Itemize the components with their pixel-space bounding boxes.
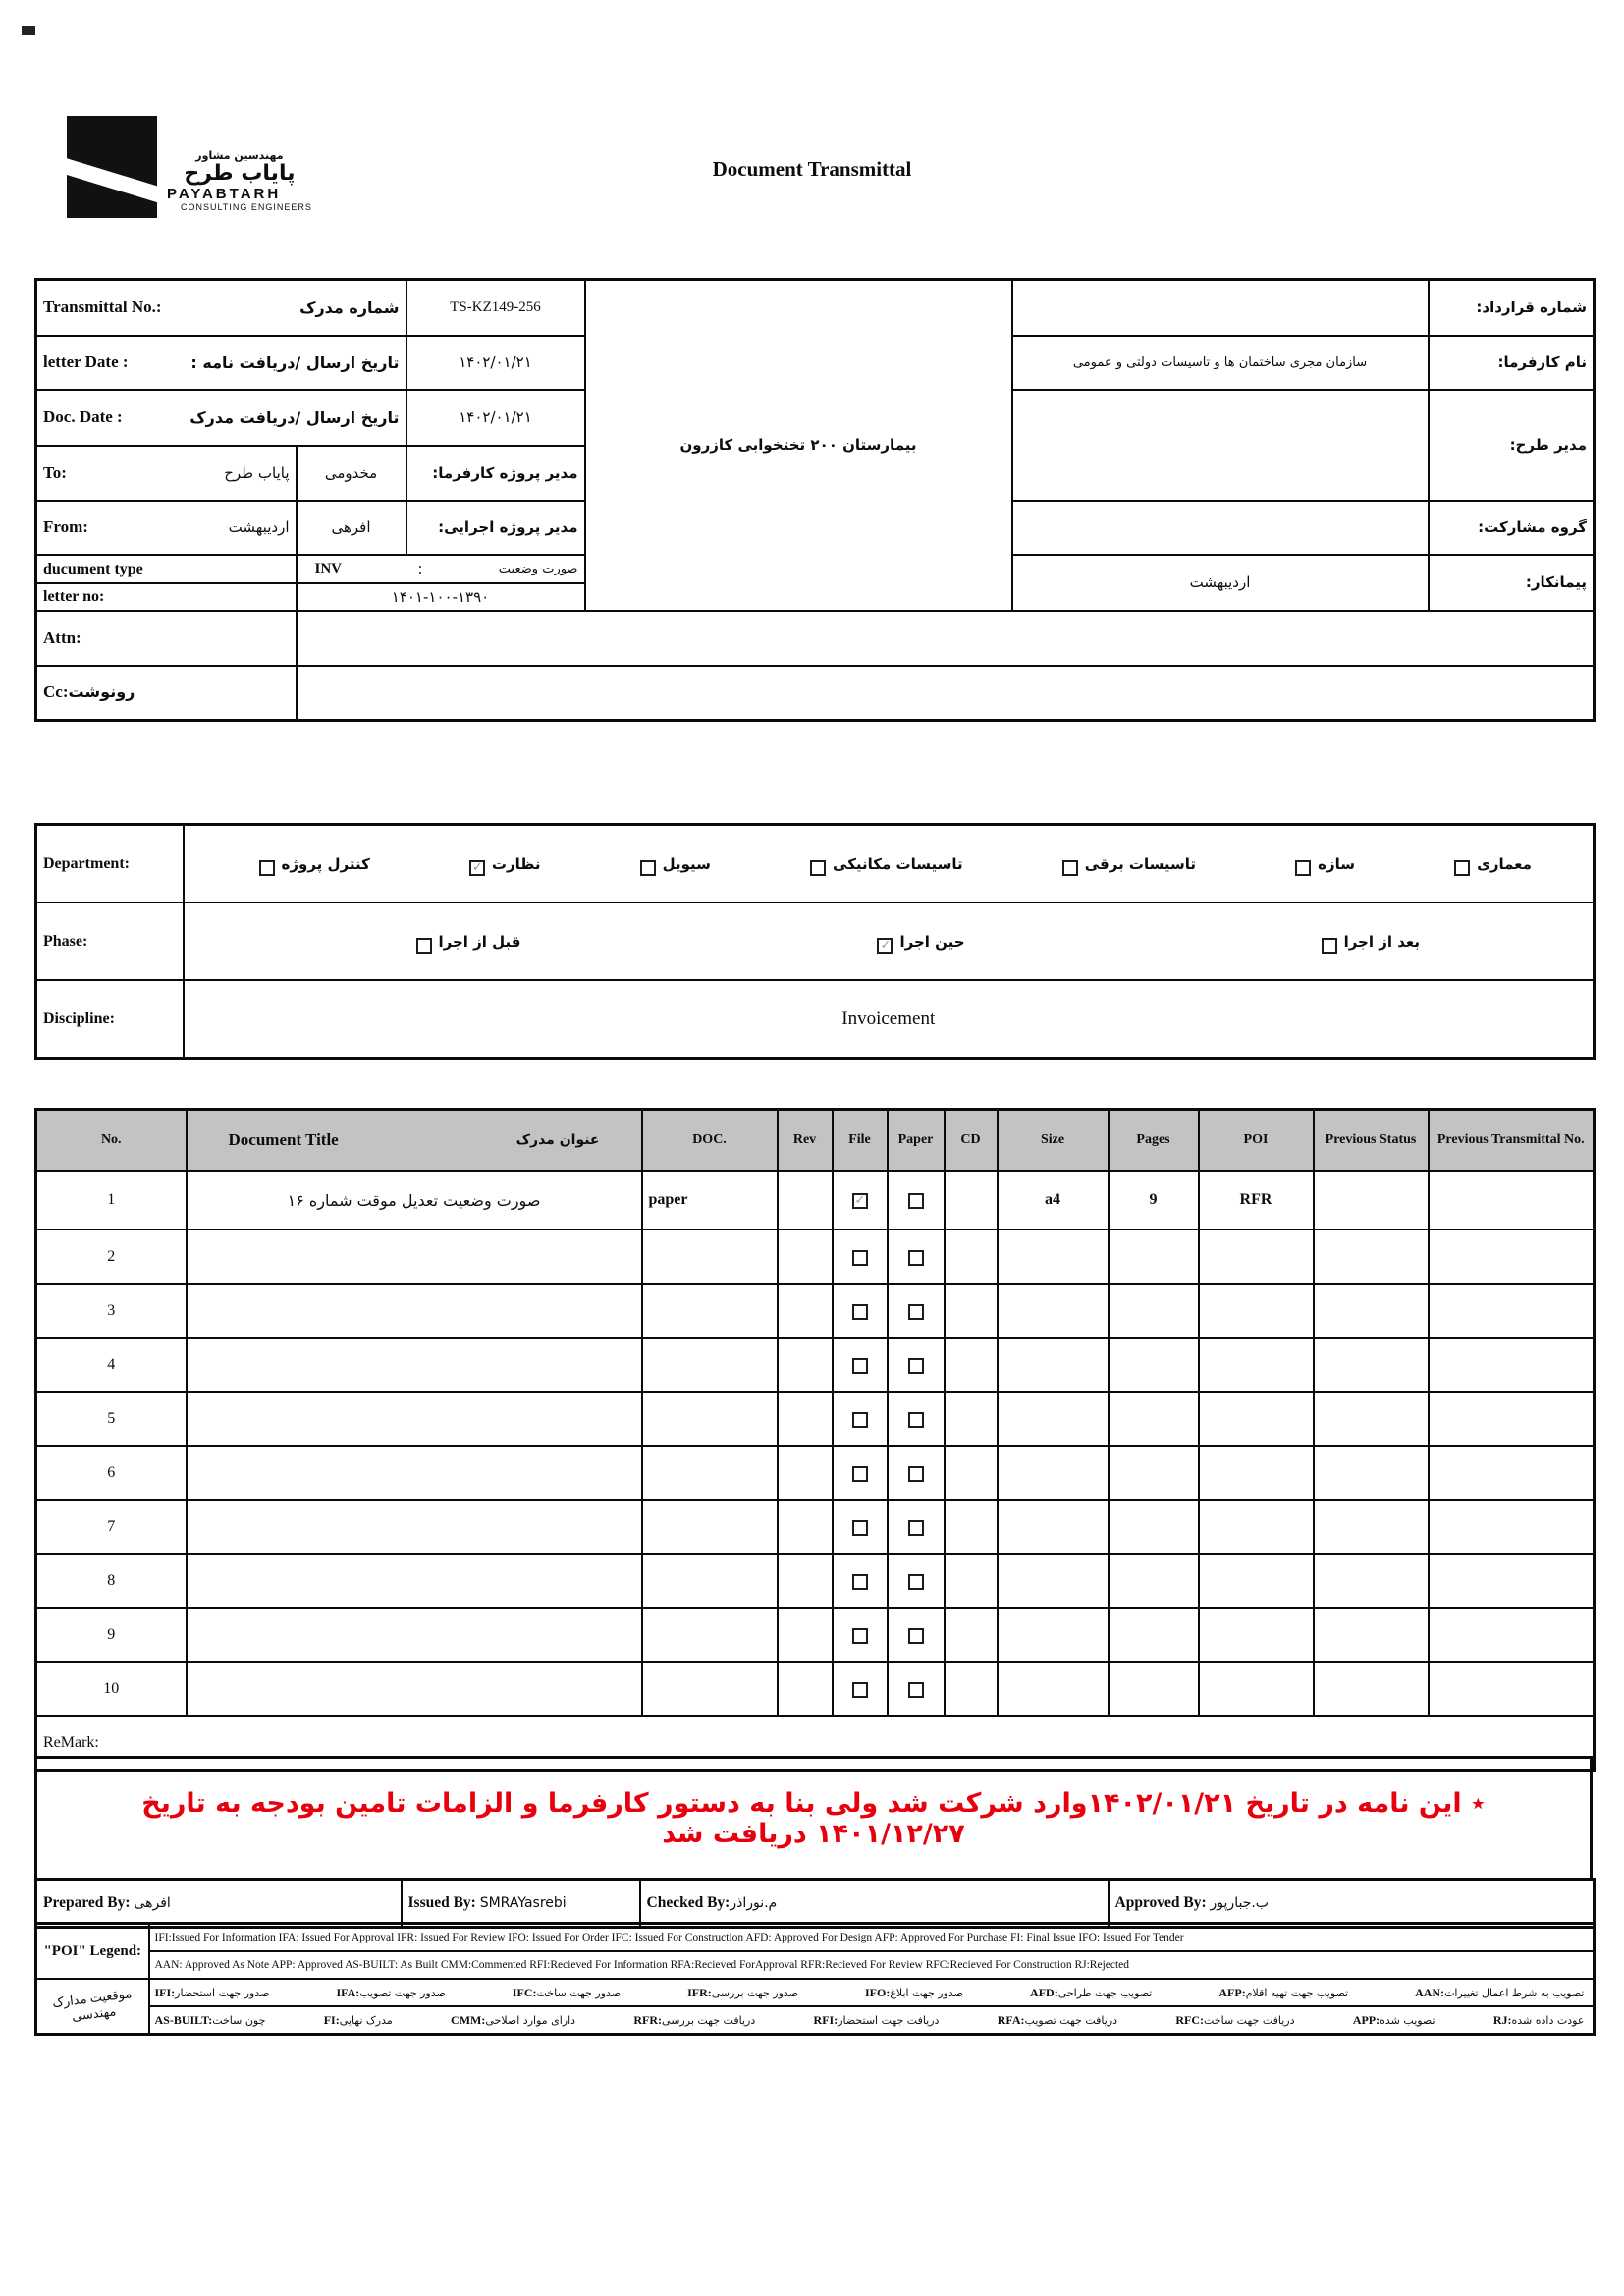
- cell-title: صورت وضعیت تعدیل موقت شماره ۱۶: [187, 1171, 642, 1230]
- cell-size: [998, 1608, 1109, 1662]
- doc-type-label: ducument type: [43, 560, 143, 577]
- col-pages: Pages: [1109, 1110, 1199, 1172]
- cell-paper: [888, 1608, 945, 1662]
- department-option-label: کنترل پروژه: [281, 854, 370, 873]
- cell-paper: [888, 1446, 945, 1500]
- col-title-fa: عنوان مدرک: [515, 1132, 600, 1148]
- cell-no: 4: [36, 1338, 187, 1392]
- checkbox[interactable]: [1454, 860, 1470, 876]
- legend-item: RFC: دریافت جهت ساخت: [1175, 2012, 1299, 2027]
- letter-date-value: ۱۴۰۲/۰۱/۲۱: [406, 336, 585, 390]
- cell-cd: [945, 1446, 998, 1500]
- cell-rev: [778, 1446, 833, 1500]
- cell-cd: [945, 1392, 998, 1446]
- cell-paper: [888, 1284, 945, 1338]
- department-option: [1454, 855, 1532, 873]
- col-size: Size: [998, 1110, 1109, 1172]
- cell-cd: [945, 1171, 998, 1230]
- legend-item: IFA: صدور جهت تصویب: [336, 1985, 450, 1999]
- checkbox[interactable]: [852, 1628, 868, 1644]
- department-option-label: سیویل: [662, 854, 711, 873]
- cc-label: Cc:: [43, 683, 69, 702]
- approved-by-label: Approved By:: [1114, 1894, 1207, 1911]
- header-info-table: [34, 278, 1593, 722]
- legend-row2: AAN: Approved As Note APP: Approved AS-BUILT: As Built CMM:Commented RFI:Recieved For Information RFA:Recieved ForApproval RFR:Recieved For Review RFC:Recieved For Construction RJ:Rejected: [149, 1951, 1595, 1979]
- letter-no-label: letter no:: [43, 588, 105, 605]
- contractor-value: اردیبهشت: [1012, 555, 1429, 611]
- legend-item: IFR: صدور جهت بررسی: [687, 1985, 802, 1999]
- document-row: [36, 1500, 1595, 1554]
- cell-poi: [1199, 1338, 1314, 1392]
- cell-prev-transmittal: [1429, 1230, 1595, 1284]
- doc-date-label-fa: تاریخ ارسال /دریافت مدرک: [189, 408, 400, 427]
- cell-poi: [1199, 1554, 1314, 1608]
- document-row: [36, 1230, 1595, 1284]
- cell-rev: [778, 1284, 833, 1338]
- cell-prev-status: [1314, 1446, 1429, 1500]
- contractor-label: پیمانکار:: [1429, 555, 1595, 611]
- document-row: [36, 1338, 1595, 1392]
- checkbox[interactable]: [852, 1358, 868, 1374]
- doc-date-value: ۱۴۰۲/۰۱/۲۱: [406, 390, 585, 446]
- cell-doc: [642, 1662, 778, 1716]
- remark-label: ReMark:: [36, 1716, 1595, 1771]
- cell-rev: [778, 1230, 833, 1284]
- cell-prev-status: [1314, 1554, 1429, 1608]
- attn-label: Attn:: [43, 628, 81, 647]
- cell-cd: [945, 1662, 998, 1716]
- phase-option: [416, 933, 521, 951]
- cell-paper: [888, 1230, 945, 1284]
- document-row: [36, 1608, 1595, 1662]
- cell-prev-transmittal: [1429, 1338, 1595, 1392]
- client-name-value: سازمان مجری ساختمان ها و تاسیسات دولتی و عمومی: [1012, 336, 1429, 390]
- cell-cd: [945, 1608, 998, 1662]
- doc-date-label: Doc. Date :: [43, 408, 123, 426]
- col-rev: Rev: [778, 1110, 833, 1172]
- cell-size: [998, 1284, 1109, 1338]
- legend-item: RFI: دریافت جهت استحضار: [813, 2012, 943, 2027]
- legend-item: CMM: دارای موارد اصلاحی: [451, 2012, 579, 2027]
- legend-item: IFI: صدور جهت استحضار: [154, 1985, 273, 1999]
- cell-title: [187, 1500, 642, 1554]
- from-value: اردیبهشت: [228, 519, 290, 536]
- cell-prev-transmittal: [1429, 1446, 1595, 1500]
- cc-value: [297, 666, 1595, 721]
- legend-item: RFR: دریافت جهت بررسی: [633, 2012, 759, 2027]
- document-row: [36, 1284, 1595, 1338]
- checkbox[interactable]: [640, 860, 656, 876]
- page-title: Document Transmittal: [712, 157, 912, 181]
- jv-label: گروه مشارکت:: [1429, 501, 1595, 555]
- exec-pm-label: مدیر پروژه اجرایی:: [406, 501, 585, 555]
- cell-no: 10: [36, 1662, 187, 1716]
- cell-pages: [1109, 1230, 1199, 1284]
- department-option: [469, 855, 541, 873]
- cell-no: 8: [36, 1554, 187, 1608]
- prepared-by-label: Prepared By:: [43, 1894, 131, 1911]
- cell-paper: [888, 1554, 945, 1608]
- attn-value: [297, 611, 1595, 666]
- cell-rev: [778, 1608, 833, 1662]
- checkbox-checked[interactable]: [469, 860, 485, 876]
- doc-type-value: INV: [314, 560, 343, 576]
- logo-subtitle: CONSULTING ENGINEERS: [181, 202, 312, 212]
- issued-by-value: SMRAYasrebi: [479, 1895, 567, 1911]
- cell-poi: [1199, 1392, 1314, 1446]
- cell-paper: [888, 1662, 945, 1716]
- phase-label: Phase:: [36, 902, 184, 980]
- checkbox-checked[interactable]: [852, 1193, 868, 1209]
- plan-manager-label: مدیر طرح:: [1429, 390, 1595, 501]
- checkbox[interactable]: [810, 860, 826, 876]
- checkbox-checked[interactable]: [877, 938, 893, 954]
- scan-corner-mark: [22, 26, 35, 35]
- col-file: File: [833, 1110, 888, 1172]
- cell-size: [998, 1662, 1109, 1716]
- cell-no: 9: [36, 1608, 187, 1662]
- cell-prev-transmittal: [1429, 1662, 1595, 1716]
- col-no: No.: [36, 1110, 187, 1172]
- document-row: [36, 1171, 1595, 1230]
- documents-table: [34, 1108, 1593, 1772]
- cell-title: [187, 1554, 642, 1608]
- department-option: [259, 855, 370, 873]
- department-option-label: تاسیسات مکانیکی: [833, 854, 963, 873]
- checkbox[interactable]: [908, 1250, 924, 1266]
- cell-paper: [888, 1171, 945, 1230]
- cell-prev-status: [1314, 1392, 1429, 1446]
- issued-by-label: Issued By:: [407, 1894, 476, 1911]
- cell-paper: [888, 1500, 945, 1554]
- legend-item: IFC: صدور جهت ساخت: [512, 1985, 624, 1999]
- department-options: [190, 855, 1588, 873]
- cell-prev-status: [1314, 1338, 1429, 1392]
- cell-no: 6: [36, 1446, 187, 1500]
- document-row: [36, 1392, 1595, 1446]
- phase-options: [190, 933, 1588, 951]
- cell-title: [187, 1230, 642, 1284]
- letter-date-label-fa: تاریخ ارسال /دریافت نامه :: [190, 353, 400, 372]
- cell-doc: [642, 1554, 778, 1608]
- cell-poi: [1199, 1500, 1314, 1554]
- cell-no: 2: [36, 1230, 187, 1284]
- cell-prev-status: [1314, 1284, 1429, 1338]
- cell-size: [998, 1500, 1109, 1554]
- classification-table: [34, 823, 1593, 1060]
- cell-prev-transmittal: [1429, 1392, 1595, 1446]
- cell-doc: [642, 1608, 778, 1662]
- cell-poi: [1199, 1230, 1314, 1284]
- document-row: [36, 1446, 1595, 1500]
- checkbox[interactable]: [1062, 860, 1078, 876]
- checkbox[interactable]: [908, 1466, 924, 1482]
- approved-by-value: ب.جبارپور: [1210, 1895, 1269, 1911]
- note-box: [34, 1756, 1593, 1881]
- cell-cd: [945, 1230, 998, 1284]
- discipline-label: Discipline:: [36, 980, 184, 1059]
- cell-rev: [778, 1500, 833, 1554]
- contract-no-label: شماره قرارداد:: [1429, 280, 1595, 336]
- phase-option-label: قبل از اجرا: [438, 932, 521, 951]
- checkbox[interactable]: [416, 938, 432, 954]
- department-option: [640, 855, 711, 873]
- cell-size: [998, 1338, 1109, 1392]
- checkbox[interactable]: [908, 1520, 924, 1536]
- legend-item: IFO: صدور جهت ابلاغ: [865, 1985, 967, 1999]
- poi-legend-label: "POI" Legend:: [36, 1924, 149, 1980]
- checkbox[interactable]: [908, 1193, 924, 1209]
- cell-doc: [642, 1338, 778, 1392]
- cell-cd: [945, 1500, 998, 1554]
- cell-prev-status: [1314, 1662, 1429, 1716]
- department-option: [1295, 855, 1355, 873]
- phase-option-label: بعد از اجرا: [1343, 932, 1420, 951]
- transmittal-no-label-fa: شماره مدرک: [299, 298, 400, 317]
- legend-item: APP: تصویب شده: [1352, 2012, 1439, 2027]
- checkbox[interactable]: [852, 1250, 868, 1266]
- phase-option-label: حین اجرا: [899, 932, 965, 951]
- legend-item: AFP: تصویب جهت تهیه اقلام: [1218, 1985, 1352, 1999]
- checkbox[interactable]: [1322, 938, 1337, 954]
- checkbox[interactable]: [852, 1520, 868, 1536]
- cell-pages: [1109, 1392, 1199, 1446]
- phase-option: [1322, 933, 1420, 951]
- discipline-value: Invoicement: [184, 980, 1595, 1059]
- cell-pages: [1109, 1284, 1199, 1338]
- legend-row4: [155, 2013, 1589, 2028]
- client-name-label: نام کارفرما:: [1429, 336, 1595, 390]
- col-prev-status: Previous Status: [1314, 1110, 1429, 1172]
- checkbox[interactable]: [908, 1574, 924, 1590]
- project-name: بیمارستان ۲۰۰ تختخوابی کازرون: [585, 280, 1012, 611]
- checkbox[interactable]: [1295, 860, 1311, 876]
- exec-pm-value: افرهی: [297, 501, 406, 555]
- legend-item: AS-BUILT: چون ساخت: [154, 2012, 269, 2027]
- cell-pages: [1109, 1500, 1199, 1554]
- cell-prev-transmittal: [1429, 1500, 1595, 1554]
- doc-type-colon: :: [417, 560, 423, 577]
- checkbox[interactable]: [852, 1682, 868, 1698]
- cell-size: [998, 1554, 1109, 1608]
- legend-item: RFA: دریافت جهت تصویب: [997, 2012, 1121, 2027]
- cell-title: [187, 1284, 642, 1338]
- checkbox[interactable]: [908, 1358, 924, 1374]
- cell-prev-status: [1314, 1500, 1429, 1554]
- department-option: [810, 855, 963, 873]
- cell-title: [187, 1338, 642, 1392]
- client-pm-value: مخدومی: [297, 446, 406, 501]
- plan-manager-value: [1012, 390, 1429, 501]
- checkbox[interactable]: [908, 1304, 924, 1320]
- checkbox[interactable]: [852, 1304, 868, 1320]
- col-doc: DOC.: [642, 1110, 778, 1172]
- cell-prev-transmittal: [1429, 1554, 1595, 1608]
- department-label: Department:: [36, 825, 184, 903]
- col-prev-transmittal: Previous Transmittal No.: [1429, 1110, 1595, 1172]
- logo-en-name: PAYABTARH: [167, 186, 282, 202]
- note-text: ٭ این نامه در تاریخ ۱۴۰۲/۰۱/۲۱وارد شرکت شد ولی بنا به دستور کارفرما و الزامات تامین بودجه به تاریخ ۱۴۰۱/۱۲/۲۷ دریافت شد: [141, 1787, 1486, 1849]
- cell-no: 7: [36, 1500, 187, 1554]
- cell-prev-status: [1314, 1608, 1429, 1662]
- col-poi: POI: [1199, 1110, 1314, 1172]
- cell-rev: [778, 1662, 833, 1716]
- cell-cd: [945, 1338, 998, 1392]
- cell-pages: [1109, 1338, 1199, 1392]
- cell-doc: [642, 1284, 778, 1338]
- cell-title: [187, 1608, 642, 1662]
- cell-prev-transmittal: [1429, 1608, 1595, 1662]
- cell-size: [998, 1446, 1109, 1500]
- department-option-label: معماری: [1477, 854, 1532, 873]
- cell-no: 3: [36, 1284, 187, 1338]
- col-paper: Paper: [888, 1110, 945, 1172]
- col-title-en: Document Title: [228, 1130, 339, 1149]
- col-cd: CD: [945, 1110, 998, 1172]
- transmittal-no-label: Transmittal No.:: [43, 298, 162, 317]
- cell-pages: [1109, 1662, 1199, 1716]
- department-option-label: تاسیسات برقی: [1084, 854, 1197, 873]
- phase-option: [877, 933, 964, 951]
- checkbox[interactable]: [852, 1466, 868, 1482]
- cell-doc: [642, 1500, 778, 1554]
- cell-title: [187, 1446, 642, 1500]
- cell-doc: paper: [642, 1171, 778, 1230]
- cell-paper: [888, 1338, 945, 1392]
- legend-item: AFD: تصویب جهت طراحی: [1030, 1985, 1156, 1999]
- cell-doc: [642, 1230, 778, 1284]
- cell-prev-status: [1314, 1171, 1429, 1230]
- cell-paper: [888, 1392, 945, 1446]
- cc-label-fa: رونوشت: [68, 683, 135, 702]
- logo-fa-small: مهندسین مشاور: [195, 148, 284, 162]
- checkbox[interactable]: [852, 1574, 868, 1590]
- cell-pages: [1109, 1554, 1199, 1608]
- cell-prev-transmittal: [1429, 1171, 1595, 1230]
- department-option-label: نظارت: [491, 854, 541, 873]
- cell-prev-transmittal: [1429, 1284, 1595, 1338]
- letter-no-value: ۱۴۰۱-۱۰۰-۱۳۹۰: [297, 583, 585, 611]
- prepared-by-value: افرهی: [134, 1895, 171, 1911]
- legend-item: FI: مدرک نهایی: [323, 2012, 397, 2027]
- cell-file: [833, 1662, 888, 1716]
- cell-file: [833, 1608, 888, 1662]
- checked-by-value: م.نوراذر: [730, 1895, 778, 1911]
- checkbox[interactable]: [852, 1412, 868, 1428]
- cell-doc: [642, 1392, 778, 1446]
- department-option: [1062, 855, 1196, 873]
- cell-file: [833, 1171, 888, 1230]
- cell-no: 1: [36, 1171, 187, 1230]
- to-label: To:: [43, 463, 67, 482]
- cell-no: 5: [36, 1392, 187, 1446]
- cell-size: [998, 1392, 1109, 1446]
- cell-title: [187, 1392, 642, 1446]
- cell-doc: [642, 1446, 778, 1500]
- cell-file: [833, 1338, 888, 1392]
- cell-rev: [778, 1392, 833, 1446]
- department-option-label: سازه: [1318, 854, 1356, 873]
- checkbox[interactable]: [259, 860, 275, 876]
- legend-row1: IFI:Issued For Information IFA: Issued For Approval IFR: Issued For Review IFO: Issued For Order IFC: Issued For Construction AFD: Approved For Design AFP: Approved For Purchase FI: Final Issue IFO: Issued For Tender: [149, 1924, 1595, 1952]
- document-row: [36, 1662, 1595, 1716]
- legend-fa-label: موقعیت مدارک مهندسی: [32, 1972, 151, 2041]
- doc-type-value-fa: صورت وضعیت: [498, 561, 578, 576]
- cell-cd: [945, 1284, 998, 1338]
- client-pm-label: مدیر پروژه کارفرما:: [406, 446, 585, 501]
- cell-size: a4: [998, 1171, 1109, 1230]
- poi-legend: [34, 1922, 1593, 2036]
- from-label: From:: [43, 518, 88, 536]
- checkbox[interactable]: [908, 1628, 924, 1644]
- cell-file: [833, 1230, 888, 1284]
- cell-pages: [1109, 1446, 1199, 1500]
- cell-poi: [1199, 1446, 1314, 1500]
- cell-file: [833, 1446, 888, 1500]
- legend-item: RJ: عودت داده شده: [1492, 2012, 1588, 2027]
- cell-rev: [778, 1171, 833, 1230]
- cell-file: [833, 1284, 888, 1338]
- cell-poi: [1199, 1662, 1314, 1716]
- checkbox[interactable]: [908, 1682, 924, 1698]
- legend-row3: [155, 1986, 1589, 2000]
- logo-fa-name: پایاب طرح: [184, 160, 296, 186]
- legend-item: AAN: تصویب به شرط اعمال تغییرات: [1415, 1985, 1588, 1999]
- cell-poi: [1199, 1608, 1314, 1662]
- cell-file: [833, 1392, 888, 1446]
- cell-rev: [778, 1338, 833, 1392]
- cell-pages: [1109, 1608, 1199, 1662]
- cell-size: [998, 1230, 1109, 1284]
- cell-title: [187, 1662, 642, 1716]
- cell-poi: RFR: [1199, 1171, 1314, 1230]
- checkbox[interactable]: [908, 1412, 924, 1428]
- cell-pages: 9: [1109, 1171, 1199, 1230]
- cell-prev-status: [1314, 1230, 1429, 1284]
- cell-file: [833, 1500, 888, 1554]
- document-row: [36, 1554, 1595, 1608]
- cell-file: [833, 1554, 888, 1608]
- jv-value: [1012, 501, 1429, 555]
- cell-rev: [778, 1554, 833, 1608]
- checked-by-label: Checked By:: [646, 1894, 731, 1911]
- contract-no-value: [1012, 280, 1429, 336]
- cell-cd: [945, 1554, 998, 1608]
- cell-poi: [1199, 1284, 1314, 1338]
- to-value: پایاب طرح: [224, 464, 290, 482]
- transmittal-no-value: TS-KZ149-256: [406, 280, 585, 336]
- letter-date-label: letter Date :: [43, 353, 129, 371]
